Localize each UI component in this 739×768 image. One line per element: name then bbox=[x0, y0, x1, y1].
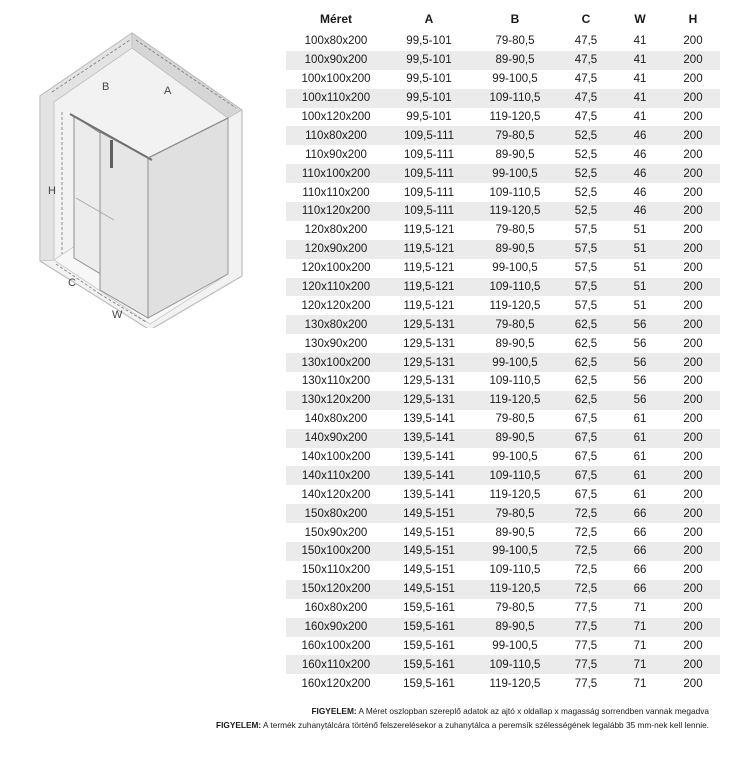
table-cell: 159,5-161 bbox=[386, 674, 472, 693]
table-cell: 200 bbox=[666, 372, 720, 391]
table-cell: 120x80x200 bbox=[286, 221, 386, 240]
table-cell: 89-90,5 bbox=[472, 240, 558, 259]
table-cell: 149,5-151 bbox=[386, 523, 472, 542]
table-cell: 71 bbox=[614, 637, 666, 656]
table-cell: 109,5-111 bbox=[386, 183, 472, 202]
table-cell: 119,5-121 bbox=[386, 259, 472, 278]
table-row bbox=[286, 391, 720, 410]
table-row bbox=[286, 580, 720, 599]
table-cell: 140x110x200 bbox=[286, 466, 386, 485]
table-cell: 79-80,5 bbox=[472, 504, 558, 523]
table-cell: 109,5-111 bbox=[386, 202, 472, 221]
table-cell: 109-110,5 bbox=[472, 561, 558, 580]
table-row bbox=[286, 70, 720, 89]
table-cell: 200 bbox=[666, 89, 720, 108]
table-row bbox=[286, 126, 720, 145]
table-cell: 119-120,5 bbox=[472, 580, 558, 599]
table-cell: 200 bbox=[666, 561, 720, 580]
note-label: FIGYELEM: bbox=[311, 706, 357, 716]
table-cell: 61 bbox=[614, 466, 666, 485]
table-row bbox=[286, 655, 720, 674]
table-cell: 139,5-141 bbox=[386, 448, 472, 467]
table-cell: 119-120,5 bbox=[472, 202, 558, 221]
table-cell: 149,5-151 bbox=[386, 580, 472, 599]
table-cell: 139,5-141 bbox=[386, 429, 472, 448]
table-row bbox=[286, 221, 720, 240]
table-cell: 109-110,5 bbox=[472, 278, 558, 297]
table-cell: 160x100x200 bbox=[286, 637, 386, 656]
table-cell: 89-90,5 bbox=[472, 523, 558, 542]
note-label: FIGYELEM: bbox=[216, 720, 262, 730]
table-cell: 130x80x200 bbox=[286, 315, 386, 334]
table-cell: 66 bbox=[614, 580, 666, 599]
table-cell: 100x80x200 bbox=[286, 32, 386, 51]
table-cell: 200 bbox=[666, 580, 720, 599]
table-cell: 109-110,5 bbox=[472, 89, 558, 108]
table-cell: 159,5-161 bbox=[386, 599, 472, 618]
table-cell: 150x80x200 bbox=[286, 504, 386, 523]
table-cell: 51 bbox=[614, 296, 666, 315]
table-cell: 99,5-101 bbox=[386, 32, 472, 51]
table-row bbox=[286, 32, 720, 51]
table-cell: 52,5 bbox=[558, 145, 614, 164]
column-header: H bbox=[666, 6, 720, 32]
table-cell: 109,5-111 bbox=[386, 126, 472, 145]
table-cell: 139,5-141 bbox=[386, 485, 472, 504]
table-cell: 110x110x200 bbox=[286, 183, 386, 202]
table-cell: 79-80,5 bbox=[472, 599, 558, 618]
table-cell: 139,5-141 bbox=[386, 466, 472, 485]
table-cell: 160x110x200 bbox=[286, 655, 386, 674]
column-header: Méret bbox=[286, 6, 386, 32]
table-cell: 56 bbox=[614, 334, 666, 353]
table-cell: 61 bbox=[614, 429, 666, 448]
table-row bbox=[286, 599, 720, 618]
table-cell: 160x90x200 bbox=[286, 618, 386, 637]
table-cell: 47,5 bbox=[558, 70, 614, 89]
table-row bbox=[286, 353, 720, 372]
table-cell: 110x90x200 bbox=[286, 145, 386, 164]
table-row bbox=[286, 164, 720, 183]
column-header: C bbox=[558, 6, 614, 32]
table-cell: 51 bbox=[614, 278, 666, 297]
table-row bbox=[286, 410, 720, 429]
table-cell: 62,5 bbox=[558, 353, 614, 372]
table-cell: 47,5 bbox=[558, 51, 614, 70]
table-row bbox=[286, 259, 720, 278]
table-cell: 129,5-131 bbox=[386, 334, 472, 353]
table-cell: 56 bbox=[614, 353, 666, 372]
table-cell: 72,5 bbox=[558, 580, 614, 599]
table-cell: 200 bbox=[666, 32, 720, 51]
table-cell: 200 bbox=[666, 296, 720, 315]
table-cell: 200 bbox=[666, 523, 720, 542]
table-cell: 119-120,5 bbox=[472, 674, 558, 693]
table-cell: 89-90,5 bbox=[472, 145, 558, 164]
table-cell: 52,5 bbox=[558, 202, 614, 221]
table-cell: 200 bbox=[666, 429, 720, 448]
table-cell: 66 bbox=[614, 504, 666, 523]
table-row bbox=[286, 202, 720, 221]
table-cell: 62,5 bbox=[558, 372, 614, 391]
table-cell: 56 bbox=[614, 391, 666, 410]
table-cell: 200 bbox=[666, 448, 720, 467]
table-cell: 159,5-161 bbox=[386, 637, 472, 656]
table-cell: 200 bbox=[666, 674, 720, 693]
table-cell: 159,5-161 bbox=[386, 618, 472, 637]
table-cell: 110x120x200 bbox=[286, 202, 386, 221]
table-cell: 149,5-151 bbox=[386, 504, 472, 523]
table-row bbox=[286, 334, 720, 353]
table-cell: 41 bbox=[614, 32, 666, 51]
table-cell: 200 bbox=[666, 164, 720, 183]
table-cell: 129,5-131 bbox=[386, 353, 472, 372]
table-cell: 79-80,5 bbox=[472, 315, 558, 334]
table-cell: 57,5 bbox=[558, 221, 614, 240]
table-cell: 200 bbox=[666, 353, 720, 372]
table-cell: 200 bbox=[666, 108, 720, 127]
table-cell: 77,5 bbox=[558, 637, 614, 656]
table-cell: 46 bbox=[614, 145, 666, 164]
table-cell: 99-100,5 bbox=[472, 70, 558, 89]
table-cell: 79-80,5 bbox=[472, 126, 558, 145]
table-cell: 200 bbox=[666, 278, 720, 297]
table-row bbox=[286, 618, 720, 637]
table-cell: 200 bbox=[666, 126, 720, 145]
table-cell: 100x120x200 bbox=[286, 108, 386, 127]
table-cell: 119-120,5 bbox=[472, 391, 558, 410]
table-cell: 72,5 bbox=[558, 561, 614, 580]
table-cell: 200 bbox=[666, 485, 720, 504]
table-cell: 119,5-121 bbox=[386, 278, 472, 297]
table-cell: 200 bbox=[666, 618, 720, 637]
table-cell: 119-120,5 bbox=[472, 296, 558, 315]
table-header-row bbox=[286, 6, 720, 32]
table-row bbox=[286, 429, 720, 448]
table-cell: 66 bbox=[614, 523, 666, 542]
table-cell: 71 bbox=[614, 674, 666, 693]
table-cell: 56 bbox=[614, 315, 666, 334]
table-cell: 71 bbox=[614, 618, 666, 637]
column-header: A bbox=[386, 6, 472, 32]
table-cell: 67,5 bbox=[558, 466, 614, 485]
table-row bbox=[286, 278, 720, 297]
table-row bbox=[286, 89, 720, 108]
table-cell: 56 bbox=[614, 372, 666, 391]
table-cell: 110x100x200 bbox=[286, 164, 386, 183]
table-cell: 77,5 bbox=[558, 599, 614, 618]
table-cell: 51 bbox=[614, 240, 666, 259]
table-cell: 67,5 bbox=[558, 485, 614, 504]
table-row bbox=[286, 523, 720, 542]
note-text: A Méret oszlopban szereplő adatok az ajtó x oldallap x magasság sorrendben vannak megadva bbox=[356, 706, 709, 716]
table-row bbox=[286, 637, 720, 656]
table-cell: 79-80,5 bbox=[472, 410, 558, 429]
table-cell: 100x100x200 bbox=[286, 70, 386, 89]
table-cell: 71 bbox=[614, 655, 666, 674]
table-cell: 109,5-111 bbox=[386, 164, 472, 183]
table-cell: 61 bbox=[614, 485, 666, 504]
table-cell: 77,5 bbox=[558, 655, 614, 674]
table-row bbox=[286, 315, 720, 334]
table-cell: 67,5 bbox=[558, 448, 614, 467]
table-row bbox=[286, 108, 720, 127]
table-cell: 129,5-131 bbox=[386, 372, 472, 391]
table-cell: 140x100x200 bbox=[286, 448, 386, 467]
table-row bbox=[286, 372, 720, 391]
table-cell: 62,5 bbox=[558, 391, 614, 410]
table-cell: 200 bbox=[666, 599, 720, 618]
table-cell: 159,5-161 bbox=[386, 655, 472, 674]
table-cell: 41 bbox=[614, 89, 666, 108]
table-cell: 200 bbox=[666, 145, 720, 164]
label-b: B bbox=[102, 81, 110, 93]
table-cell: 149,5-151 bbox=[386, 542, 472, 561]
table-cell: 46 bbox=[614, 183, 666, 202]
table-cell: 57,5 bbox=[558, 296, 614, 315]
table-cell: 99-100,5 bbox=[472, 353, 558, 372]
table-cell: 110x80x200 bbox=[286, 126, 386, 145]
table-cell: 66 bbox=[614, 561, 666, 580]
table-cell: 200 bbox=[666, 221, 720, 240]
table-cell: 99,5-101 bbox=[386, 89, 472, 108]
note-size-order bbox=[311, 706, 709, 716]
table-cell: 41 bbox=[614, 51, 666, 70]
table-cell: 119-120,5 bbox=[472, 485, 558, 504]
table-cell: 109-110,5 bbox=[472, 183, 558, 202]
table-cell: 47,5 bbox=[558, 89, 614, 108]
table-body bbox=[286, 32, 720, 693]
table-cell: 200 bbox=[666, 655, 720, 674]
table-cell: 66 bbox=[614, 542, 666, 561]
table-cell: 72,5 bbox=[558, 523, 614, 542]
table-cell: 200 bbox=[666, 410, 720, 429]
table-cell: 57,5 bbox=[558, 240, 614, 259]
table-cell: 47,5 bbox=[558, 32, 614, 51]
table-cell: 200 bbox=[666, 542, 720, 561]
table-cell: 119,5-121 bbox=[386, 221, 472, 240]
note-tray-rim bbox=[216, 720, 709, 730]
table-cell: 72,5 bbox=[558, 542, 614, 561]
table-cell: 99,5-101 bbox=[386, 70, 472, 89]
table-cell: 61 bbox=[614, 410, 666, 429]
label-h: H bbox=[48, 185, 56, 197]
table-cell: 160x120x200 bbox=[286, 674, 386, 693]
table-cell: 99-100,5 bbox=[472, 259, 558, 278]
table-cell: 149,5-151 bbox=[386, 561, 472, 580]
table-cell: 109,5-111 bbox=[386, 145, 472, 164]
table-cell: 57,5 bbox=[558, 278, 614, 297]
table-cell: 200 bbox=[666, 315, 720, 334]
table-cell: 71 bbox=[614, 599, 666, 618]
table-cell: 99-100,5 bbox=[472, 637, 558, 656]
table-cell: 79-80,5 bbox=[472, 221, 558, 240]
table-row bbox=[286, 466, 720, 485]
table-cell: 120x100x200 bbox=[286, 259, 386, 278]
table-cell: 46 bbox=[614, 202, 666, 221]
table-cell: 200 bbox=[666, 466, 720, 485]
table-cell: 150x90x200 bbox=[286, 523, 386, 542]
table-cell: 77,5 bbox=[558, 618, 614, 637]
table-cell: 99-100,5 bbox=[472, 164, 558, 183]
door-glass-right bbox=[100, 132, 148, 318]
table-cell: 109-110,5 bbox=[472, 655, 558, 674]
table-cell: 119,5-121 bbox=[386, 296, 472, 315]
table-cell: 120x110x200 bbox=[286, 278, 386, 297]
table-cell: 46 bbox=[614, 126, 666, 145]
table-cell: 100x90x200 bbox=[286, 51, 386, 70]
table-cell: 200 bbox=[666, 202, 720, 221]
table-cell: 99,5-101 bbox=[386, 108, 472, 127]
table-cell: 200 bbox=[666, 504, 720, 523]
table-row bbox=[286, 542, 720, 561]
table-cell: 140x120x200 bbox=[286, 485, 386, 504]
table-cell: 89-90,5 bbox=[472, 334, 558, 353]
table-cell: 120x90x200 bbox=[286, 240, 386, 259]
table-cell: 99-100,5 bbox=[472, 542, 558, 561]
table-row bbox=[286, 183, 720, 202]
table-cell: 100x110x200 bbox=[286, 89, 386, 108]
table-cell: 52,5 bbox=[558, 164, 614, 183]
table-cell: 72,5 bbox=[558, 504, 614, 523]
table-cell: 200 bbox=[666, 637, 720, 656]
label-a: A bbox=[164, 85, 172, 97]
table-cell: 51 bbox=[614, 221, 666, 240]
table-row bbox=[286, 51, 720, 70]
table-cell: 62,5 bbox=[558, 315, 614, 334]
table-cell: 57,5 bbox=[558, 259, 614, 278]
table-cell: 129,5-131 bbox=[386, 391, 472, 410]
table-cell: 200 bbox=[666, 240, 720, 259]
table-cell: 119,5-121 bbox=[386, 240, 472, 259]
table-cell: 99-100,5 bbox=[472, 448, 558, 467]
table-cell: 139,5-141 bbox=[386, 410, 472, 429]
table-cell: 130x110x200 bbox=[286, 372, 386, 391]
table-cell: 67,5 bbox=[558, 410, 614, 429]
table-cell: 89-90,5 bbox=[472, 618, 558, 637]
table-row bbox=[286, 240, 720, 259]
table-cell: 47,5 bbox=[558, 108, 614, 127]
table-cell: 119-120,5 bbox=[472, 108, 558, 127]
table-cell: 130x90x200 bbox=[286, 334, 386, 353]
table-cell: 51 bbox=[614, 259, 666, 278]
table-cell: 200 bbox=[666, 334, 720, 353]
table-cell: 77,5 bbox=[558, 674, 614, 693]
table-cell: 109-110,5 bbox=[472, 466, 558, 485]
table-cell: 130x120x200 bbox=[286, 391, 386, 410]
note-text: A termék zuhanytálcára történő felszerelésekor a zuhanytálca a peremsík szélességének legalább 35 mm-nek kell lennie. bbox=[261, 720, 709, 730]
table-cell: 46 bbox=[614, 164, 666, 183]
table-cell: 200 bbox=[666, 259, 720, 278]
table-cell: 41 bbox=[614, 108, 666, 127]
table-cell: 109-110,5 bbox=[472, 372, 558, 391]
table-cell: 62,5 bbox=[558, 334, 614, 353]
table-row bbox=[286, 504, 720, 523]
table-cell: 89-90,5 bbox=[472, 429, 558, 448]
column-header: W bbox=[614, 6, 666, 32]
dimension-table bbox=[286, 6, 720, 693]
table-cell: 150x110x200 bbox=[286, 561, 386, 580]
table-cell: 120x120x200 bbox=[286, 296, 386, 315]
table-cell: 200 bbox=[666, 183, 720, 202]
table-cell: 41 bbox=[614, 70, 666, 89]
table-cell: 52,5 bbox=[558, 183, 614, 202]
table-cell: 140x80x200 bbox=[286, 410, 386, 429]
table-cell: 200 bbox=[666, 70, 720, 89]
table-cell: 200 bbox=[666, 391, 720, 410]
table-cell: 129,5-131 bbox=[386, 315, 472, 334]
table-cell: 79-80,5 bbox=[472, 32, 558, 51]
door-handle bbox=[110, 140, 113, 168]
table-cell: 61 bbox=[614, 448, 666, 467]
table-cell: 52,5 bbox=[558, 126, 614, 145]
label-w: W bbox=[112, 309, 123, 321]
column-header: B bbox=[472, 6, 558, 32]
shower-enclosure-diagram bbox=[30, 28, 250, 328]
label-c: C bbox=[68, 277, 76, 289]
table-row bbox=[286, 296, 720, 315]
table-row bbox=[286, 485, 720, 504]
table-row bbox=[286, 145, 720, 164]
table-row bbox=[286, 448, 720, 467]
table-row bbox=[286, 561, 720, 580]
table-cell: 130x100x200 bbox=[286, 353, 386, 372]
table-cell: 200 bbox=[666, 51, 720, 70]
table-cell: 150x120x200 bbox=[286, 580, 386, 599]
table-cell: 67,5 bbox=[558, 429, 614, 448]
table-cell: 89-90,5 bbox=[472, 51, 558, 70]
table-cell: 140x90x200 bbox=[286, 429, 386, 448]
table-cell: 150x100x200 bbox=[286, 542, 386, 561]
table-cell: 99,5-101 bbox=[386, 51, 472, 70]
table-cell: 160x80x200 bbox=[286, 599, 386, 618]
table-row bbox=[286, 674, 720, 693]
